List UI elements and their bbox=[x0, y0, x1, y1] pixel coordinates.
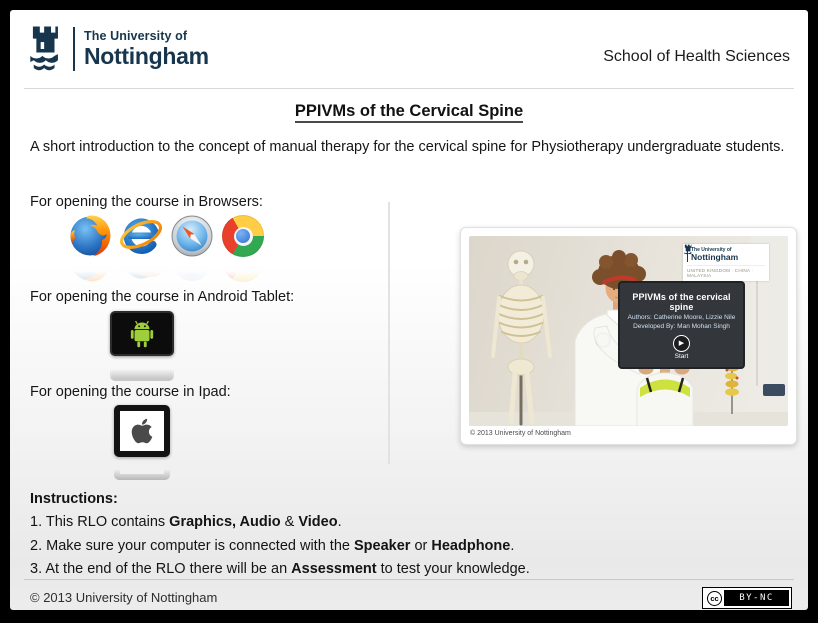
browser-icons-row bbox=[67, 213, 266, 259]
browsers-section-label: For opening the course in Browsers: bbox=[30, 194, 263, 210]
instruction-item: 3. At the end of the RLO there will be an Assessment to test your knowledge. bbox=[30, 561, 530, 577]
logo-line1: The University of bbox=[84, 29, 188, 44]
campuses-text: UNITED KINGDOM · CHINA · MALAYSIA bbox=[687, 265, 765, 278]
screen-course-title: PPIVMs of the cervical spine bbox=[632, 292, 731, 312]
course-preview-card[interactable] bbox=[460, 227, 797, 445]
cc-logo-icon: cc bbox=[707, 591, 722, 606]
nottingham-castle-icon-small bbox=[683, 244, 693, 257]
start-play-button[interactable]: ▶ bbox=[673, 335, 690, 352]
screen-developed-by: Developed By: Man Mohan Singh bbox=[633, 323, 730, 330]
ipad-section-label: For opening the course in Ipad: bbox=[30, 384, 231, 400]
logo-wordmark bbox=[84, 30, 209, 68]
start-label: Start bbox=[674, 353, 689, 360]
preview-university-logo: The University of Nottingham UNITED KINGDOM · CHINA · MALAYSIA bbox=[683, 244, 769, 281]
instruction-item: 2. Make sure your computer is connected with the Speaker or Headphone. bbox=[30, 537, 515, 554]
page-title bbox=[10, 102, 808, 121]
page-title-text: PPIVMs of the Cervical Spine bbox=[295, 102, 523, 123]
university-logo bbox=[26, 24, 209, 74]
nottingham-castle-icon bbox=[26, 24, 64, 74]
android-tablet-icon[interactable] bbox=[110, 311, 174, 356]
cc-license-type: BY-NC bbox=[724, 590, 789, 606]
course-preview-photo bbox=[469, 236, 788, 426]
ipad-reflection bbox=[114, 460, 170, 480]
creative-commons-badge[interactable] bbox=[702, 587, 792, 609]
school-name: School of Health Sciences bbox=[603, 48, 790, 65]
apple-logo-icon bbox=[130, 417, 154, 445]
header-divider bbox=[24, 88, 794, 89]
instruction-item: 1. This RLO contains Graphics, Audio & Video. bbox=[30, 514, 342, 530]
logo-line2: Nottingham bbox=[84, 42, 209, 69]
footer-copyright: © 2013 University of Nottingham bbox=[30, 590, 218, 605]
screen-authors: Authors: Catherine Moore, Lizzie Nile bbox=[627, 314, 736, 321]
browser-icons-reflection bbox=[67, 260, 266, 284]
android-tablet-reflection bbox=[110, 359, 174, 381]
skeleton-model bbox=[493, 251, 550, 424]
chrome-icon[interactable] bbox=[220, 213, 266, 259]
safari-icon[interactable] bbox=[169, 213, 215, 259]
photo-copyright: © 2013 University of Nottingham bbox=[470, 430, 571, 437]
vertical-divider bbox=[388, 202, 390, 464]
intro-text: A short introduction to the concept of manual therapy for the cervical spine for Physiotherapy undergraduate students. bbox=[30, 139, 785, 155]
android-section-label: For opening the course in Android Tablet: bbox=[30, 289, 295, 305]
page-content bbox=[10, 10, 808, 610]
instructions-section bbox=[30, 491, 530, 585]
logo-divider bbox=[73, 27, 75, 71]
internet-explorer-icon[interactable] bbox=[118, 213, 164, 259]
course-start-screen bbox=[618, 281, 745, 369]
ipad-icon[interactable] bbox=[114, 405, 170, 457]
instructions-heading: Instructions: bbox=[30, 491, 118, 507]
firefox-icon[interactable] bbox=[67, 213, 113, 259]
footer-divider bbox=[24, 579, 794, 580]
